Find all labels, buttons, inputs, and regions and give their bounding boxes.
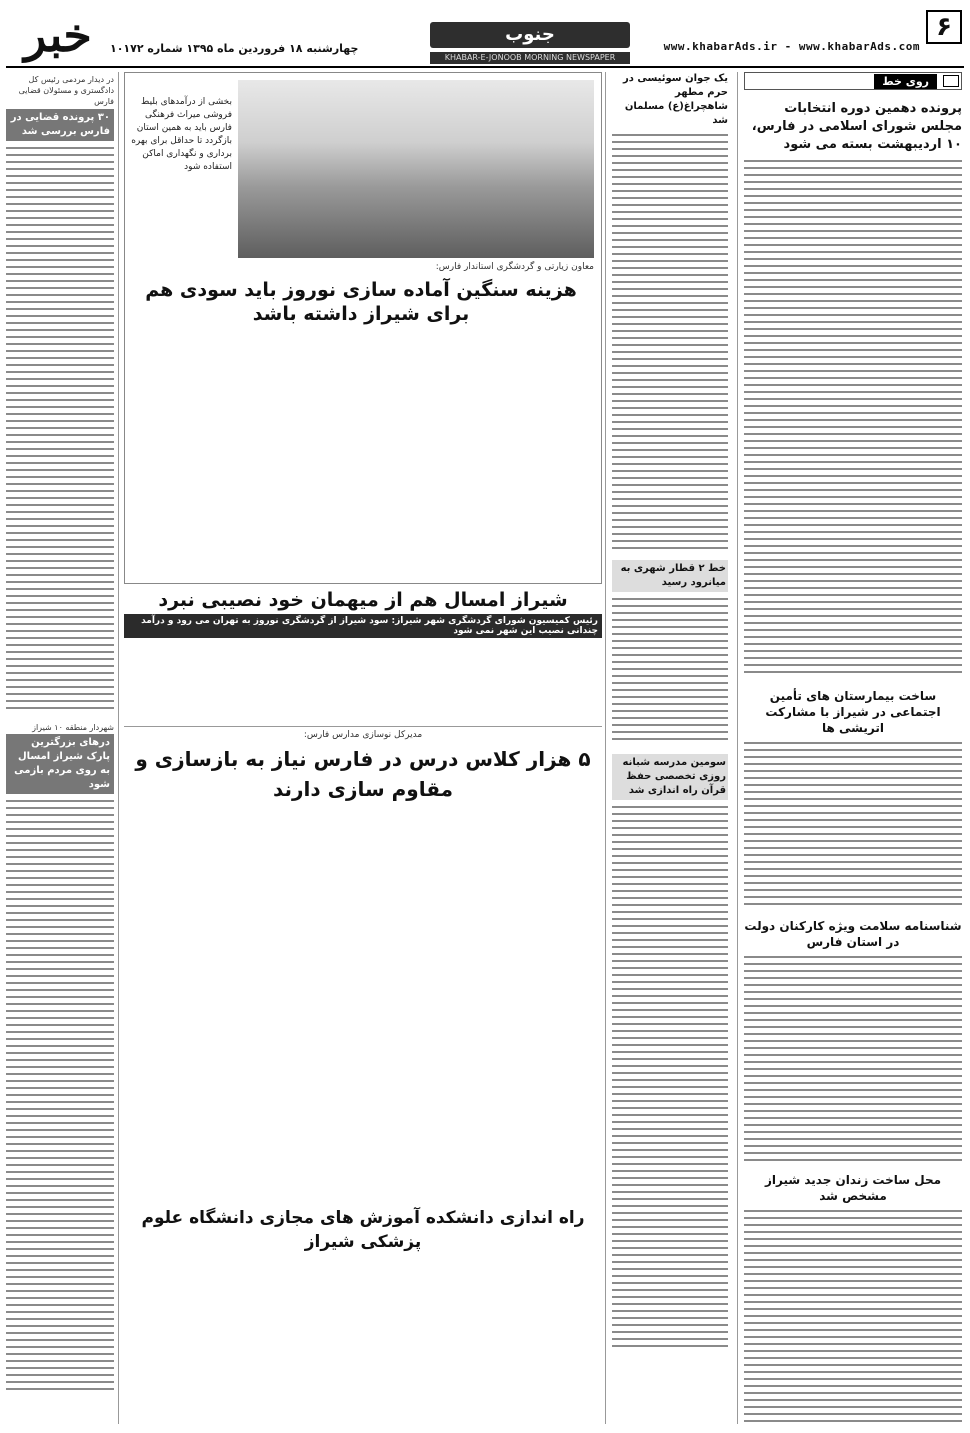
column-divider xyxy=(605,72,606,1424)
park-kicker: شهردار منطقه ۱۰ شیراز xyxy=(32,723,114,732)
online-box xyxy=(744,72,962,90)
swiss-headline: یک جوان سوئیسی در حرم مطهر شاهچراغ(ع) مسلمان شد xyxy=(623,73,728,126)
column-divider xyxy=(118,72,119,1424)
site-url[interactable]: www.khabarAds.ir - www.khabarAds.com xyxy=(663,40,920,53)
park-body xyxy=(6,800,114,1400)
header-rule xyxy=(6,66,964,68)
quran-school-body xyxy=(612,806,728,1366)
top-story-headline: هزینه سنگین آماده سازی نوروز باید سودی هم برای شیراز داشته باشد xyxy=(145,279,577,325)
mid-story-headline: شیراز امسال هم از میهمان خود نصیبی نبرد xyxy=(158,589,568,611)
right-column xyxy=(744,72,962,1424)
section-title: جنوب xyxy=(430,22,630,48)
section-rule xyxy=(124,726,602,727)
judiciary-kicker: در دیدار مردمی رئیس کل دادگستری و مسئولان قضایی فارس xyxy=(18,75,114,106)
school-kicker: مدیرکل نوسازی مدارس فارس: xyxy=(303,730,423,740)
judiciary-headline: ۳۰ پرونده قضایی در فارس بررسی شد xyxy=(6,109,114,141)
health-id-body xyxy=(744,956,962,1166)
photo-caption: بخشی از درآمدهای بلیط فروشی میراث فرهنگی فارس باید به همین استان بازگردد تا حداقل برای بهره برداری و نگهداری اماکن استفاده شود xyxy=(131,97,232,172)
hospital-headline: ساخت بیمارستان های تأمین اجتماعی در شیراز با مشارکت اتریشی ها xyxy=(765,689,941,735)
election-headline: پرونده دهمین دوره انتخابات مجلس شورای اسلامی در فارس، ۱۰ اردیبهشت بسته می شود xyxy=(751,101,962,152)
column-divider xyxy=(737,72,738,1424)
online-tag: روی خط xyxy=(874,74,937,89)
hospital-body xyxy=(744,742,962,912)
metro-body xyxy=(612,598,728,748)
visitors-photo xyxy=(238,80,594,258)
park-headline: درهای بزرگترین پارک شیراز امسال به روی مردم بازمی شود xyxy=(6,734,114,794)
mid-story-band: رئیس کمیسیون شورای گردشگری شهر شیراز: سود شیراز از گردشگری نوروز به تهران می رود و درآمد چندانی نصیب این شهر نمی شود xyxy=(124,614,602,638)
swiss-body xyxy=(612,134,728,554)
prison-body xyxy=(744,1210,962,1424)
newspaper-strap: KHABAR-E-JONOOB MORNING NEWSPAPER xyxy=(430,52,630,64)
prison-headline: محل ساخت زندان جدید شیراز مشخص شد xyxy=(764,1173,942,1203)
newspaper-logo: خبر xyxy=(24,8,92,62)
page-number: ۶ xyxy=(926,10,962,44)
metro-headline: خط ۲ قطار شهری به میانرود رسید xyxy=(612,560,728,592)
second-column xyxy=(612,72,728,1424)
masthead xyxy=(0,4,970,68)
school-headline: ۵ هزار کلاس درس در فارس نیاز به بازسازی و مقاوم سازی دارند xyxy=(135,747,591,801)
left-column xyxy=(6,72,114,1424)
issue-date: چهارشنبه ۱۸ فروردین ماه ۱۳۹۵ شماره ۱۰۱۷۲ xyxy=(110,42,359,55)
judiciary-body xyxy=(6,147,114,717)
election-body xyxy=(744,160,962,680)
health-id-headline: شناسنامه سلامت ویژه کارکنان دولت در استان فارس xyxy=(744,919,962,949)
monitor-icon xyxy=(943,75,959,87)
top-story-kicker: معاون زیارتی و گردشگری استاندار فارس: xyxy=(435,262,594,272)
quran-school-headline: سومین مدرسه شبانه روزی تخصصی حفظ قرآن راه اندازی شد xyxy=(612,754,728,800)
bottom-story-headline: راه اندازی دانشکده آموزش های مجازی دانشگاه علوم پزشکی شیراز xyxy=(141,1208,585,1252)
